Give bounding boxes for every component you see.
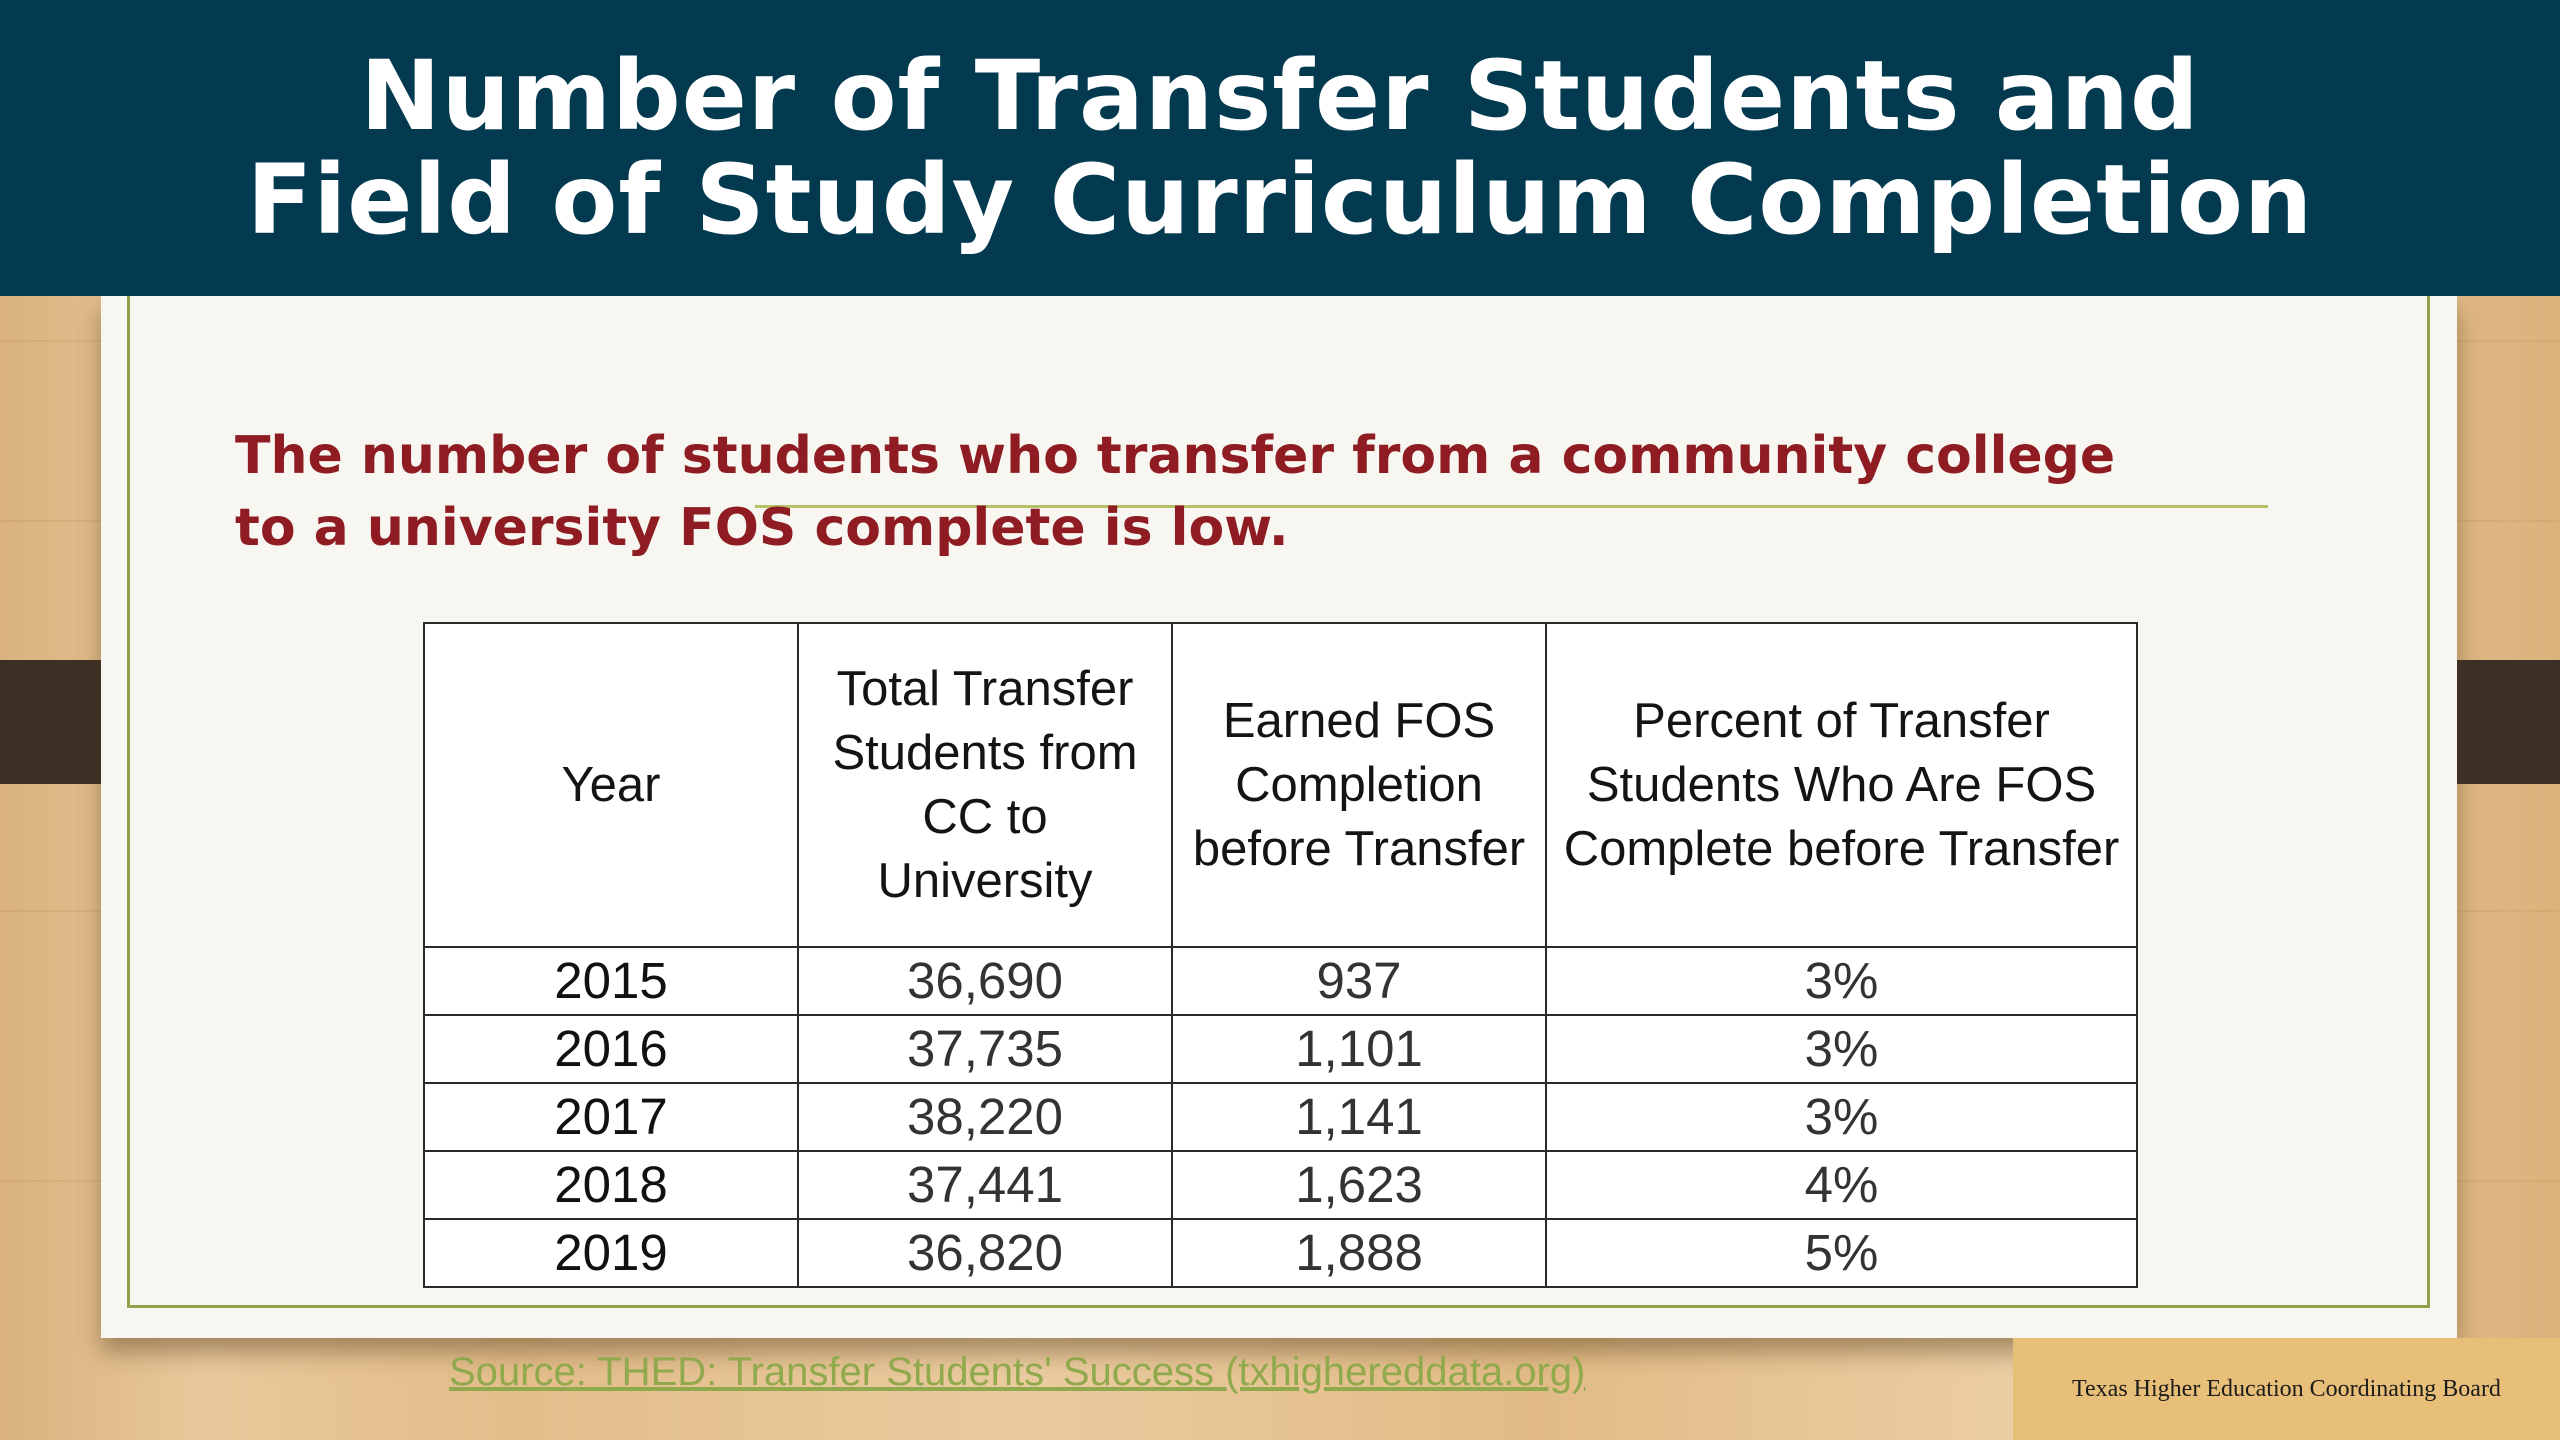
header-total-transfer: Total Transfer Students from CC to University (798, 623, 1172, 947)
cell-total-transfer: 38,220 (798, 1083, 1172, 1151)
header-year: Year (424, 623, 798, 947)
cell-year: 2017 (424, 1083, 798, 1151)
header-percent-fos: Percent of Transfer Students Who Are FOS Complete before Transfer (1546, 623, 2137, 947)
source-link[interactable]: Source: THED: Transfer Students' Success (txhighereddata.org) (449, 1350, 1586, 1394)
cell-year: 2018 (424, 1151, 798, 1219)
transfer-students-table (423, 622, 2138, 1288)
cell-total-transfer: 36,820 (798, 1219, 1172, 1287)
table-row (424, 1083, 2137, 1151)
cell-percent-fos: 3% (1546, 1083, 2137, 1151)
cell-earned-fos: 1,623 (1172, 1151, 1546, 1219)
subtitle-line-2: to a university FOS complete is low. (235, 498, 1289, 558)
table-header-row (424, 623, 2137, 947)
cell-earned-fos: 1,888 (1172, 1219, 1546, 1287)
table-row (424, 1015, 2137, 1083)
cell-earned-fos: 937 (1172, 947, 1546, 1015)
cell-percent-fos: 5% (1546, 1219, 2137, 1287)
organization-name: Texas Higher Education Coordinating Board (2072, 1375, 2501, 1402)
cell-total-transfer: 37,441 (798, 1151, 1172, 1219)
table-row (424, 1219, 2137, 1287)
cell-earned-fos: 1,141 (1172, 1083, 1546, 1151)
cell-year: 2019 (424, 1219, 798, 1287)
cell-year: 2015 (424, 947, 798, 1015)
subtitle-line-1: The number of students who transfer from a community college (235, 426, 2116, 486)
table-row (424, 1151, 2137, 1219)
cell-percent-fos: 3% (1546, 1015, 2137, 1083)
slide-title-line-1: Number of Transfer Students and (360, 40, 2200, 152)
slide-header (0, 0, 2560, 296)
cell-percent-fos: 4% (1546, 1151, 2137, 1219)
cell-earned-fos: 1,101 (1172, 1015, 1546, 1083)
table-row (424, 947, 2137, 1015)
organization-footer (2013, 1338, 2560, 1440)
cell-year: 2016 (424, 1015, 798, 1083)
cell-total-transfer: 36,690 (798, 947, 1172, 1015)
header-earned-fos: Earned FOS Completion before Transfer (1172, 623, 1546, 947)
cell-percent-fos: 3% (1546, 947, 2137, 1015)
slide-title-line-2: Field of Study Curriculum Completion (246, 144, 2314, 256)
cell-total-transfer: 37,735 (798, 1015, 1172, 1083)
slide-subtitle (235, 420, 2335, 564)
